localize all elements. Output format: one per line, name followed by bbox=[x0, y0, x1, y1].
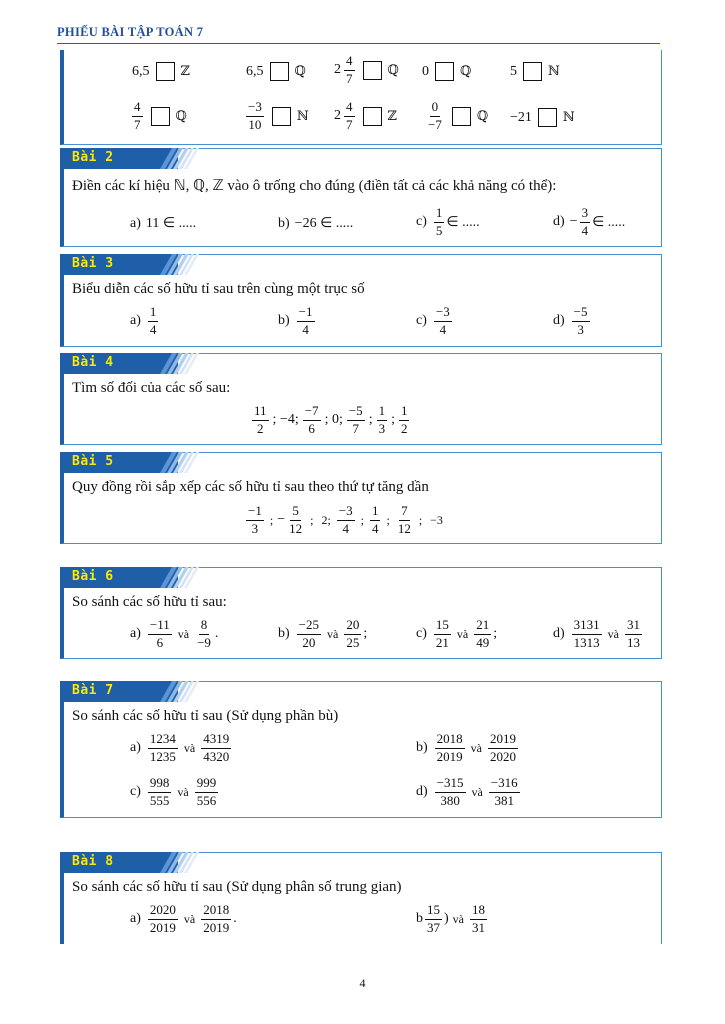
item-label: d) bbox=[553, 214, 565, 230]
num: 1 bbox=[434, 206, 445, 223]
fraction bbox=[252, 404, 269, 437]
sign: − bbox=[569, 214, 578, 230]
den: 4 bbox=[371, 520, 379, 536]
fraction bbox=[435, 776, 466, 809]
conjunction: và bbox=[452, 911, 464, 926]
den: 4 bbox=[342, 520, 349, 536]
num: 1 bbox=[370, 504, 381, 521]
exercise-prompt: So sánh các số hữu tỉ sau (Sử dụng phân số trung gian) bbox=[72, 879, 402, 895]
num: 1 bbox=[148, 305, 159, 322]
bai3-item-a bbox=[130, 305, 160, 338]
value: 2 bbox=[334, 62, 341, 78]
bai2-item-d bbox=[553, 206, 625, 239]
den: 556 bbox=[196, 792, 217, 808]
bai3-item-d bbox=[553, 305, 592, 338]
bai2-item-c bbox=[416, 206, 480, 239]
answer-box[interactable] bbox=[538, 108, 557, 127]
answer-box[interactable] bbox=[452, 107, 471, 126]
bai1-r2-item1 bbox=[130, 100, 187, 133]
num: 3131 bbox=[572, 618, 602, 635]
den: 25 bbox=[346, 634, 360, 650]
fraction bbox=[434, 305, 452, 338]
num: −1 bbox=[297, 305, 315, 322]
den: 4 bbox=[302, 321, 309, 337]
fraction bbox=[344, 618, 361, 651]
tag-label: Bài 3 bbox=[72, 256, 114, 271]
conjunction: và bbox=[183, 740, 196, 755]
item-label: c) bbox=[130, 784, 141, 800]
separator: ; bbox=[368, 412, 373, 428]
fraction bbox=[337, 504, 355, 537]
fraction bbox=[246, 100, 264, 133]
num: 21 bbox=[474, 618, 491, 635]
den: 1235 bbox=[149, 748, 176, 764]
num: 5 bbox=[290, 504, 301, 521]
num: −3 bbox=[337, 504, 355, 521]
num: 15 bbox=[425, 903, 442, 920]
exercise-prompt: Điền các kí hiệu ℕ, ℚ, ℤ vào ô trống cho đúng (điền tất cả các khả năng có thể): bbox=[72, 178, 557, 194]
num: 2020 bbox=[148, 903, 178, 920]
tag-label: Bài 5 bbox=[72, 454, 114, 469]
fraction bbox=[572, 305, 590, 338]
value: 6,5 bbox=[132, 63, 150, 79]
stripes-icon bbox=[152, 852, 212, 873]
den: 6 bbox=[156, 634, 164, 650]
bai5-box bbox=[60, 452, 662, 544]
num: 2018 bbox=[435, 732, 465, 749]
den: 7 bbox=[346, 70, 353, 86]
exercise-tag bbox=[60, 681, 178, 702]
value: 5 bbox=[510, 63, 517, 79]
stripes-icon bbox=[152, 452, 212, 473]
den: 555 bbox=[149, 792, 170, 808]
exercise-tag bbox=[60, 567, 178, 588]
num: 1 bbox=[377, 404, 388, 421]
conjunction: và bbox=[470, 740, 482, 755]
den: 2019 bbox=[436, 748, 463, 764]
den: 37 bbox=[427, 919, 440, 935]
punct: ; bbox=[363, 626, 368, 642]
den: 2020 bbox=[490, 748, 516, 764]
den: 4 bbox=[439, 321, 447, 337]
conjunction: và bbox=[183, 911, 196, 926]
fraction bbox=[434, 206, 445, 239]
set-symbol: ℤ bbox=[387, 108, 397, 124]
fraction bbox=[287, 504, 304, 537]
stripes-icon bbox=[152, 353, 212, 374]
exercise-prompt: So sánh các số hữu tỉ sau (Sử dụng phần bù) bbox=[72, 708, 339, 724]
den: 1313 bbox=[573, 634, 600, 650]
answer-box[interactable] bbox=[523, 62, 542, 81]
item-label: d) bbox=[416, 784, 428, 800]
set-symbol: ℤ bbox=[180, 64, 190, 79]
tag-label: Bài 2 bbox=[72, 150, 114, 165]
conjunction: và bbox=[177, 784, 189, 799]
num: 8 bbox=[199, 618, 210, 635]
value: 6,5 bbox=[246, 63, 264, 79]
item-label: a) bbox=[130, 740, 141, 756]
value: −3 bbox=[430, 512, 443, 527]
den: 13 bbox=[627, 634, 640, 650]
fraction bbox=[625, 618, 642, 651]
fraction bbox=[148, 618, 172, 651]
bai8-item-a bbox=[130, 903, 237, 936]
answer-box[interactable] bbox=[270, 62, 289, 81]
bai4-box bbox=[60, 353, 662, 445]
den: 3 bbox=[251, 520, 259, 536]
den: 7 bbox=[352, 420, 360, 436]
item-text: ∈ ..... bbox=[592, 214, 626, 230]
fraction bbox=[399, 404, 410, 437]
set-symbol: ℚ bbox=[175, 108, 187, 124]
set-symbol: ℚ bbox=[294, 64, 306, 79]
den: −9 bbox=[197, 634, 211, 650]
page-number: 4 bbox=[359, 976, 366, 990]
bai1-r1-item2 bbox=[246, 62, 306, 81]
fraction bbox=[201, 732, 231, 765]
stripes-icon bbox=[152, 148, 212, 169]
num: 7 bbox=[399, 504, 410, 521]
den: 21 bbox=[435, 634, 449, 650]
den: 4 bbox=[149, 321, 157, 337]
fraction bbox=[396, 504, 413, 537]
bai1-r1-item4 bbox=[422, 62, 471, 81]
num: 998 bbox=[148, 776, 172, 793]
answer-box[interactable] bbox=[151, 107, 170, 126]
den: 4320 bbox=[203, 748, 230, 764]
num: −315 bbox=[435, 776, 466, 793]
den: 31 bbox=[472, 919, 485, 935]
num: 3 bbox=[580, 206, 591, 223]
fraction bbox=[297, 305, 315, 338]
fraction bbox=[148, 305, 159, 338]
item-label: c) bbox=[416, 626, 427, 642]
num: 20 bbox=[344, 618, 361, 635]
bai1-r1-item1 bbox=[132, 62, 190, 81]
den: 6 bbox=[308, 420, 315, 436]
bai7-item-b bbox=[416, 732, 520, 765]
fraction bbox=[425, 903, 442, 936]
bai7-box bbox=[60, 681, 662, 818]
num: 31 bbox=[625, 618, 642, 635]
item-label: a) bbox=[130, 313, 141, 329]
den: 381 bbox=[494, 792, 515, 808]
den: 12 bbox=[397, 520, 411, 536]
tag-label: Bài 4 bbox=[72, 355, 114, 370]
fraction bbox=[303, 404, 321, 437]
fraction bbox=[489, 776, 520, 809]
den: 10 bbox=[248, 116, 262, 132]
fraction bbox=[370, 504, 381, 537]
sign: − bbox=[277, 512, 286, 528]
set-symbol: ℕ bbox=[562, 110, 575, 125]
den: 7 bbox=[134, 116, 141, 132]
fraction bbox=[572, 618, 602, 651]
den: 7 bbox=[346, 116, 353, 132]
exercise-prompt: So sánh các số hữu tỉ sau: bbox=[72, 594, 227, 610]
fraction bbox=[148, 776, 172, 809]
punct: . bbox=[214, 626, 219, 642]
bai1-r2-item2 bbox=[244, 100, 309, 133]
set-symbol: ℚ bbox=[387, 62, 399, 78]
separator: ; 0; bbox=[324, 412, 343, 428]
den: 20 bbox=[302, 634, 316, 650]
num: 4319 bbox=[201, 732, 231, 749]
num: 18 bbox=[470, 903, 487, 920]
answer-box[interactable] bbox=[272, 107, 291, 126]
item-label: a) bbox=[130, 215, 141, 231]
bai4-numbers bbox=[250, 404, 411, 437]
fraction bbox=[435, 732, 465, 765]
fraction bbox=[470, 903, 487, 936]
separator: ; bbox=[386, 512, 390, 527]
den: 3 bbox=[378, 420, 386, 436]
den: −7 bbox=[428, 116, 442, 132]
item-label: b) bbox=[278, 626, 290, 642]
item-text: 11 ∈ ..... bbox=[145, 216, 197, 231]
value: 2 bbox=[334, 108, 341, 124]
num: 1234 bbox=[148, 732, 178, 749]
exercise-prompt: Quy đồng rồi sắp xếp các số hữu tỉ sau theo thứ tự tăng dần bbox=[72, 479, 429, 495]
den: 380 bbox=[440, 792, 460, 808]
item-label: b bbox=[416, 911, 423, 927]
bai2-item-a bbox=[130, 215, 196, 232]
num: 4 bbox=[132, 100, 143, 117]
set-symbol: ℚ bbox=[460, 64, 472, 79]
set-symbol: ℕ bbox=[548, 64, 560, 79]
num: −5 bbox=[572, 305, 590, 322]
item-label: c) bbox=[416, 313, 427, 329]
tag-label: Bài 7 bbox=[72, 683, 114, 698]
value: −21 bbox=[510, 109, 532, 125]
separator: ; bbox=[310, 512, 314, 527]
bai6-item-a bbox=[130, 618, 218, 651]
den: 49 bbox=[476, 634, 490, 650]
separator: ; bbox=[360, 512, 364, 527]
num: 1 bbox=[399, 404, 410, 421]
num: −3 bbox=[246, 100, 264, 117]
answer-box[interactable] bbox=[363, 107, 382, 126]
num: 2018 bbox=[201, 903, 231, 920]
bai8-box bbox=[60, 852, 662, 944]
num: −25 bbox=[297, 618, 321, 635]
set-symbol: ℚ bbox=[476, 108, 489, 124]
item-label: b) bbox=[278, 215, 290, 231]
num: −7 bbox=[303, 404, 321, 421]
fraction bbox=[344, 100, 355, 133]
answer-box[interactable] bbox=[435, 62, 454, 81]
stripes-icon bbox=[152, 567, 212, 588]
fraction bbox=[344, 54, 355, 87]
item-label: a) bbox=[130, 911, 141, 927]
bai3-item-c bbox=[416, 305, 454, 338]
stripes-icon bbox=[152, 681, 212, 702]
fraction bbox=[377, 404, 388, 437]
exercise-tag bbox=[60, 452, 178, 473]
conjunction: và bbox=[607, 626, 619, 641]
fraction bbox=[426, 100, 444, 133]
conjunction: và bbox=[177, 626, 190, 641]
den: 2 bbox=[400, 420, 408, 436]
bai7-item-d bbox=[416, 776, 522, 809]
num: 4 bbox=[344, 100, 355, 117]
bai8-item-b bbox=[416, 903, 489, 936]
den: 3 bbox=[577, 321, 584, 337]
num: −3 bbox=[434, 305, 452, 322]
set-symbol: ℕ bbox=[296, 108, 309, 124]
den: 4 bbox=[581, 222, 589, 238]
bai1-r1-item3 bbox=[334, 54, 399, 87]
fraction bbox=[195, 618, 213, 651]
fraction bbox=[434, 618, 451, 651]
den: 2019 bbox=[149, 919, 176, 935]
num: 2019 bbox=[488, 732, 518, 749]
num: −5 bbox=[347, 404, 365, 421]
value: 2; bbox=[321, 512, 331, 527]
answer-box[interactable] bbox=[156, 62, 175, 81]
exercise-tag bbox=[60, 254, 178, 275]
den: 2 bbox=[257, 420, 264, 436]
fraction bbox=[488, 732, 518, 765]
item-label: c) bbox=[416, 214, 427, 230]
bai2-box bbox=[60, 148, 662, 247]
bai1-r2-item4 bbox=[424, 100, 488, 133]
item-label: b) bbox=[278, 313, 290, 329]
den: 5 bbox=[435, 222, 443, 238]
answer-box[interactable] bbox=[363, 61, 382, 80]
fraction bbox=[347, 404, 365, 437]
bai5-numbers bbox=[244, 504, 447, 537]
num: 11 bbox=[252, 404, 269, 421]
item-label: b) bbox=[416, 740, 428, 756]
bai1-box bbox=[60, 50, 662, 145]
num: −316 bbox=[489, 776, 520, 793]
fraction bbox=[474, 618, 491, 651]
punct: . bbox=[233, 911, 237, 927]
exercise-prompt: Biểu diễn các số hữu tỉ sau trên cùng một trục số bbox=[72, 281, 365, 297]
num: 4 bbox=[344, 54, 355, 71]
fraction bbox=[148, 732, 178, 765]
bai7-item-c bbox=[130, 776, 220, 809]
punct: ; bbox=[493, 626, 498, 642]
item-text: −26 ∈ ..... bbox=[294, 216, 354, 231]
num: 0 bbox=[430, 100, 441, 117]
item-label: d) bbox=[553, 626, 565, 642]
fraction bbox=[246, 504, 264, 537]
num: 999 bbox=[195, 776, 219, 793]
page-header bbox=[57, 24, 660, 44]
bai1-r2-item5 bbox=[510, 108, 575, 127]
bai1-r1-item5 bbox=[510, 62, 560, 81]
fraction bbox=[195, 776, 219, 809]
bai6-item-c bbox=[416, 618, 497, 651]
fraction bbox=[580, 206, 591, 239]
exercise-tag bbox=[60, 353, 178, 374]
bai3-item-b bbox=[278, 305, 317, 338]
num: −1 bbox=[246, 504, 264, 521]
fraction bbox=[132, 100, 143, 133]
num: 15 bbox=[434, 618, 451, 635]
separator: ; bbox=[391, 412, 395, 428]
num: −11 bbox=[148, 618, 172, 635]
bai1-r2-item3 bbox=[334, 100, 397, 133]
den: 12 bbox=[289, 520, 303, 536]
bai2-item-b bbox=[278, 215, 353, 232]
stripes-icon bbox=[152, 254, 212, 275]
exercise-prompt: Tìm số đối của các số sau: bbox=[72, 380, 231, 396]
fraction bbox=[148, 903, 178, 936]
punct: ) bbox=[444, 911, 449, 927]
fraction bbox=[201, 903, 231, 936]
bai7-item-a bbox=[130, 732, 233, 765]
tag-label: Bài 8 bbox=[72, 854, 114, 869]
conjunction: và bbox=[456, 626, 469, 641]
separator: ; bbox=[269, 512, 274, 527]
tag-label: Bài 6 bbox=[72, 569, 114, 584]
exercise-tag bbox=[60, 148, 178, 169]
separator: ; −4; bbox=[272, 412, 299, 428]
value: 0 bbox=[422, 63, 429, 79]
fraction bbox=[297, 618, 321, 651]
conjunction: và bbox=[471, 784, 483, 799]
bai6-item-b bbox=[278, 618, 367, 651]
separator: ; bbox=[418, 512, 423, 527]
exercise-tag bbox=[60, 852, 178, 873]
bai3-box bbox=[60, 254, 662, 347]
conjunction: và bbox=[327, 626, 339, 641]
item-text: ∈ ..... bbox=[446, 214, 480, 230]
header-title: PHIẾU BÀI TẬP TOÁN 7 bbox=[57, 25, 204, 39]
bai6-box bbox=[60, 567, 662, 659]
den: 2019 bbox=[203, 919, 230, 935]
item-label: d) bbox=[553, 313, 565, 329]
item-label: a) bbox=[130, 626, 141, 642]
bai6-item-d bbox=[553, 618, 644, 651]
